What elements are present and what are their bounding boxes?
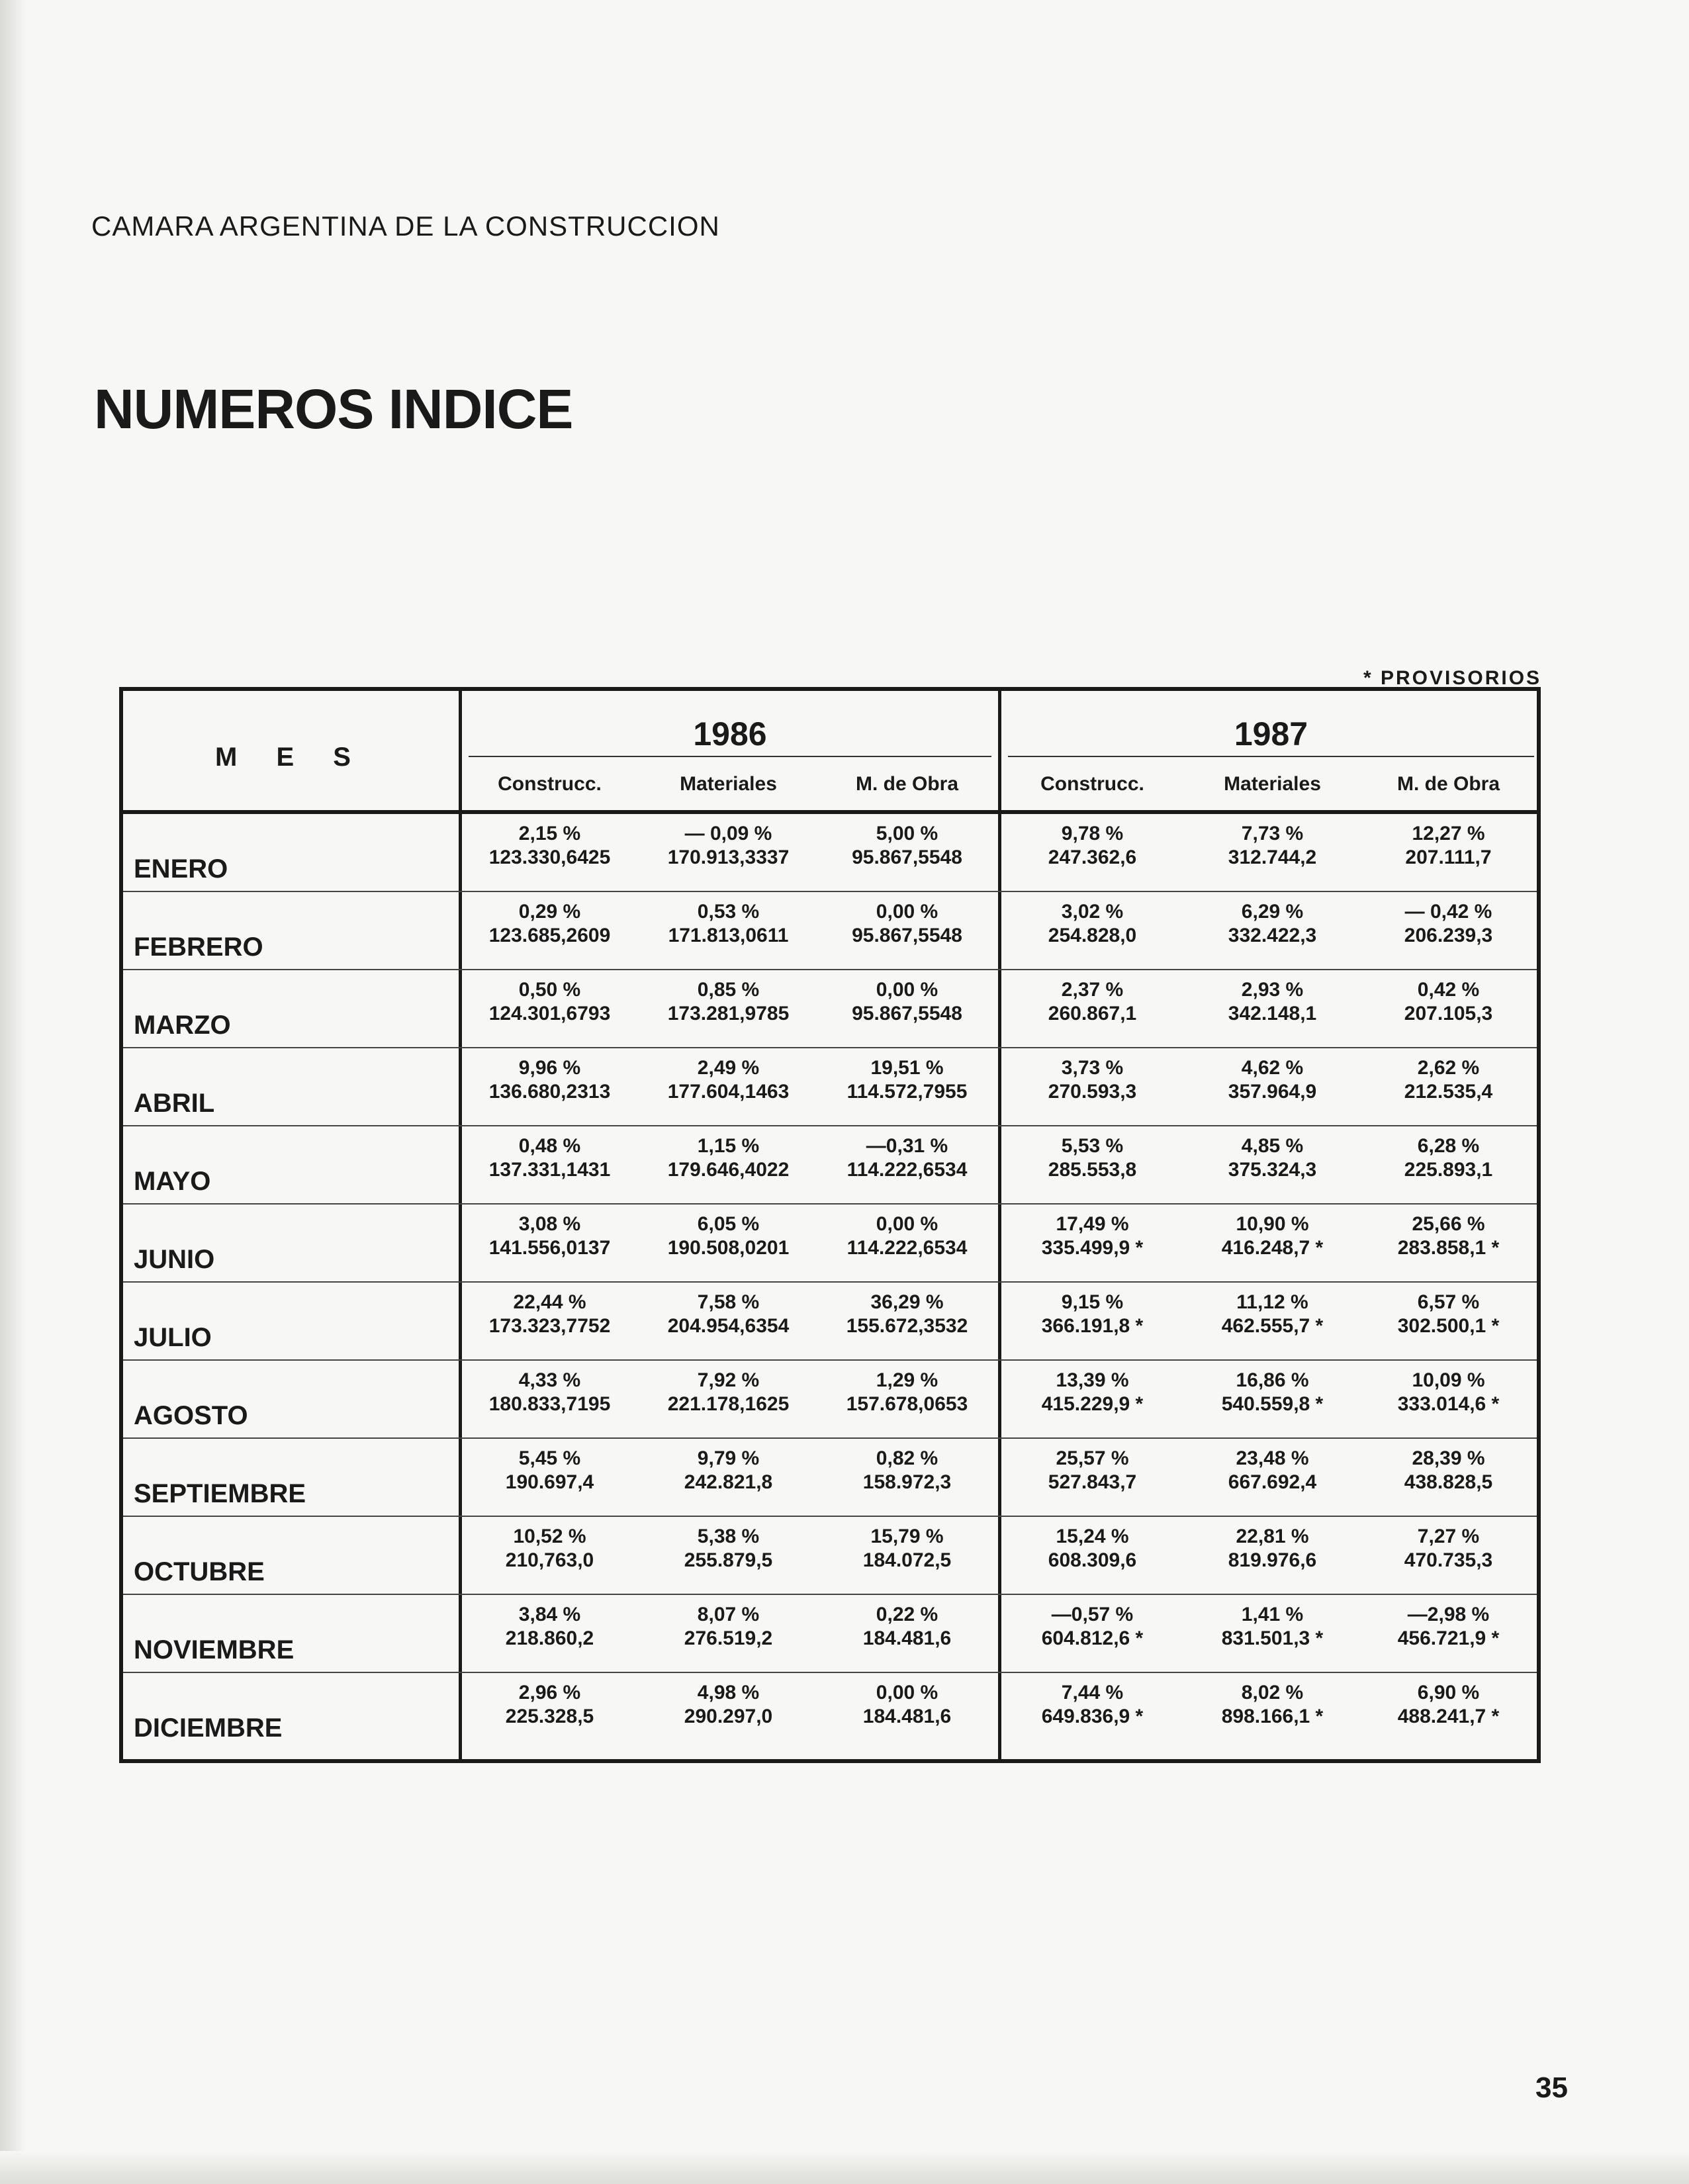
table-cell [1005,1525,1180,1572]
page-bottom-edge-shadow [0,2151,1689,2184]
index-value: 114.222,6534 [846,1159,968,1181]
table-cell [1005,1212,1180,1260]
table-cell [1361,1447,1536,1494]
table-cell [462,1212,637,1260]
table-cell [462,1603,637,1651]
table-cell [641,1134,816,1182]
index-value: 123.685,2609 [488,925,611,946]
percent-change: 15,79 % [870,1525,944,1547]
year-header-1987: 1987 [1234,715,1308,752]
percent-change: — 0,09 % [684,823,772,844]
table-cell [641,1291,816,1338]
percent-change: 6,28 % [1417,1135,1480,1157]
index-value: 179.646,4022 [667,1159,790,1181]
table-cell [1005,822,1180,870]
percent-change: 25,66 % [1412,1213,1485,1235]
percent-change: 16,86 % [1236,1369,1309,1391]
percent-change: 9,78 % [1061,823,1124,844]
percent-change: 7,58 % [697,1291,760,1313]
index-value: 276.519,2 [684,1627,773,1649]
month-label: SEPTIEMBRE [134,1479,306,1508]
percent-change: 2,37 % [1061,979,1124,1001]
index-value: 95.867,5548 [852,846,962,868]
table-cell [1005,978,1180,1026]
table-cell [819,1603,995,1651]
percent-change: 0,00 % [876,979,938,1001]
percent-change: 17,49 % [1056,1213,1129,1235]
index-value: 218.860,2 [505,1627,594,1649]
index-value: 312.744,2 [1228,846,1317,868]
table-cell [819,1056,995,1104]
table-cell [462,1369,637,1416]
index-value: 190.508,0201 [667,1237,790,1259]
percent-change: 23,48 % [1236,1447,1309,1469]
index-value: 831.501,3 * [1221,1627,1324,1649]
index-value: 333.014,6 * [1397,1393,1500,1415]
month-label: ABRIL [134,1089,215,1118]
index-value: 210,763,0 [505,1549,594,1571]
percent-change: —2,98 % [1407,1604,1490,1625]
index-value: 207.105,3 [1404,1003,1493,1024]
percent-change: 15,24 % [1056,1525,1129,1547]
table-cell [1361,1056,1536,1104]
table-cell [1361,1525,1536,1572]
index-value: 254.828,0 [1048,925,1137,946]
month-label: AGOSTO [134,1401,248,1430]
percent-change: 0,82 % [876,1447,938,1469]
index-value: 415.229,9 * [1041,1393,1144,1415]
index-value: 438.828,5 [1404,1471,1493,1493]
percent-change: 0,22 % [876,1604,938,1625]
index-value: 114.222,6534 [846,1237,968,1259]
percent-change: 7,92 % [697,1369,760,1391]
column-header-materiales-1987: Materiales [1224,773,1321,795]
month-column-header: M E S [215,743,367,772]
table-cell [1361,1134,1536,1182]
index-value: 255.879,5 [684,1549,773,1571]
index-value: 180.833,7195 [488,1393,611,1415]
index-value: 184.481,6 [862,1706,952,1727]
table-cell [462,978,637,1026]
page-number: 35 [1535,2071,1568,2104]
page-title: NUMEROS INDICE [94,378,573,440]
table-cell [641,1681,816,1729]
year-underline [469,756,991,757]
table-cell [1361,1681,1536,1729]
table-cell [1361,978,1536,1026]
table-cell [1005,1603,1180,1651]
percent-change: 5,45 % [518,1447,581,1469]
percent-change: 4,85 % [1241,1135,1304,1157]
index-value: 242.821,8 [684,1471,773,1493]
index-value: 225.893,1 [1404,1159,1493,1181]
table-cell [641,822,816,870]
index-value: 225.328,5 [505,1706,594,1727]
percent-change: 10,52 % [513,1525,586,1547]
table-cell [1005,1369,1180,1416]
index-value: 302.500,1 * [1397,1315,1500,1337]
table-cell [641,1056,816,1104]
percent-change: 10,09 % [1412,1369,1485,1391]
index-value: 488.241,7 * [1397,1706,1500,1727]
table-cell [819,822,995,870]
column-header-mano-obra-1986: M. de Obra [855,773,959,795]
table-row [123,1205,1537,1283]
percent-change: 25,57 % [1056,1447,1129,1469]
percent-change: 8,02 % [1241,1682,1304,1704]
index-value: 819.976,6 [1228,1549,1317,1571]
percent-change: 0,53 % [697,901,760,923]
index-value: 604.812,6 * [1041,1627,1144,1649]
month-label: OCTUBRE [134,1557,265,1586]
percent-change: 8,07 % [697,1604,760,1625]
table-cell [462,1056,637,1104]
index-value: 124.301,6793 [488,1003,611,1024]
index-value: 456.721,9 * [1397,1627,1500,1649]
index-value: 207.111,7 [1405,846,1492,868]
index-value: 667.692,4 [1228,1471,1317,1493]
table-cell [1005,900,1180,948]
year-underline [1008,756,1534,757]
index-value: 206.239,3 [1404,925,1493,946]
index-value: 155.672,3532 [846,1315,968,1337]
table-cell [819,1134,995,1182]
table-cell [462,1525,637,1572]
percent-change: 5,00 % [876,823,938,844]
percent-change: 3,02 % [1061,901,1124,923]
index-value: 290.297,0 [684,1706,773,1727]
table-cell [1185,1134,1360,1182]
index-value: 173.281,9785 [667,1003,790,1024]
percent-change: 13,39 % [1056,1369,1129,1391]
percent-change: 0,00 % [876,1213,938,1235]
table-cell [1005,1291,1180,1338]
percent-change: 6,90 % [1417,1682,1480,1704]
month-label: MARZO [134,1011,231,1040]
table-cell [462,1681,637,1729]
month-label: JULIO [134,1323,212,1352]
index-value: 898.166,1 * [1221,1706,1324,1727]
table-cell [1005,1447,1180,1494]
percent-change: 12,27 % [1412,823,1485,844]
index-value: 137.331,1431 [488,1159,611,1181]
table-cell [641,900,816,948]
index-value: 357.964,9 [1228,1081,1317,1103]
percent-change: 36,29 % [870,1291,944,1313]
table-cell [819,1291,995,1338]
index-value: 527.843,7 [1048,1471,1137,1493]
percent-change: 1,15 % [697,1135,760,1157]
table-cell [1185,1525,1360,1572]
column-header-construcc-1986: Construcc. [498,773,602,795]
table-cell [462,900,637,948]
percent-change: 0,00 % [876,901,938,923]
table-row [123,814,1537,892]
percent-change: 9,79 % [697,1447,760,1469]
organization-name: CAMARA ARGENTINA DE LA CONSTRUCCION [91,210,720,242]
percent-change: 2,93 % [1241,979,1304,1001]
index-value: 170.913,3337 [667,846,790,868]
percent-change: —0,57 % [1051,1604,1134,1625]
percent-change: — 0,42 % [1404,901,1492,923]
table-cell [1361,1291,1536,1338]
table-cell [641,978,816,1026]
table-cell [819,900,995,948]
table-cell [1185,1603,1360,1651]
table-cell [1185,822,1360,870]
percent-change: 1,29 % [876,1369,938,1391]
percent-change: 22,44 % [513,1291,586,1313]
percent-change: 0,29 % [518,901,581,923]
index-value: 173.323,7752 [488,1315,611,1337]
percent-change: 0,48 % [518,1135,581,1157]
table-cell [1185,1681,1360,1729]
column-header-construcc-1987: Construcc. [1040,773,1144,795]
percent-change: 0,00 % [876,1682,938,1704]
index-value: 136.680,2313 [488,1081,611,1103]
index-value: 171.813,0611 [668,925,789,946]
month-label: MAYO [134,1167,211,1196]
index-value: 114.572,7955 [846,1081,968,1103]
percent-change: 6,57 % [1417,1291,1480,1313]
table-cell [1185,1212,1360,1260]
percent-change: 0,42 % [1417,979,1480,1001]
index-value: 332.422,3 [1228,925,1317,946]
table-row [123,970,1537,1048]
percent-change: 5,53 % [1061,1135,1124,1157]
index-value: 260.867,1 [1048,1003,1137,1024]
table-row [123,1283,1537,1361]
percent-change: 11,12 % [1236,1291,1308,1313]
table-cell [462,1447,637,1494]
percent-change: 2,49 % [697,1057,760,1079]
percent-change: 9,96 % [518,1057,581,1079]
percent-change: 19,51 % [870,1057,944,1079]
table-row [123,1517,1537,1595]
percent-change: 28,39 % [1412,1447,1485,1469]
table-cell [819,1447,995,1494]
table-cell [641,1447,816,1494]
table-cell [462,1291,637,1338]
percent-change: —0,31 % [866,1135,948,1157]
index-value: 190.697,4 [505,1471,594,1493]
table-cell [1005,1134,1180,1182]
index-value: 285.553,8 [1048,1159,1137,1181]
table-cell [1361,900,1536,948]
table-cell [1361,1212,1536,1260]
table-cell [462,1134,637,1182]
percent-change: 2,96 % [518,1682,581,1704]
index-value: 95.867,5548 [852,925,962,946]
percent-change: 4,33 % [518,1369,581,1391]
percent-change: 2,62 % [1417,1057,1480,1079]
table-cell [1185,1447,1360,1494]
column-header-materiales-1986: Materiales [680,773,777,795]
table-cell [641,1369,816,1416]
percent-change: 1,41 % [1241,1604,1304,1625]
table-row [123,1361,1537,1439]
table-row [123,1126,1537,1205]
table-cell [641,1212,816,1260]
table-cell [641,1525,816,1572]
table-row [123,892,1537,970]
index-value: 342.148,1 [1228,1003,1317,1024]
table-cell [1361,1369,1536,1416]
index-value: 221.178,1625 [667,1393,790,1415]
percent-change: 5,38 % [697,1525,760,1547]
year-header-1986: 1986 [693,715,767,752]
percent-change: 0,50 % [518,979,581,1001]
percent-change: 3,84 % [518,1604,581,1625]
percent-change: 7,27 % [1417,1525,1480,1547]
percent-change: 0,85 % [697,979,760,1001]
index-value: 123.330,6425 [488,846,611,868]
index-value: 177.604,1463 [667,1081,790,1103]
month-label: ENERO [134,854,228,884]
month-label: NOVIEMBRE [134,1635,295,1664]
index-value: 247.362,6 [1048,846,1137,868]
index-value: 212.535,4 [1404,1081,1493,1103]
index-value: 95.867,5548 [852,1003,962,1024]
percent-change: 9,15 % [1061,1291,1124,1313]
index-value: 270.593,3 [1048,1081,1137,1103]
table-cell [819,1525,995,1572]
index-table [119,687,1541,1763]
index-value: 184.481,6 [862,1627,952,1649]
percent-change: 2,15 % [518,823,581,844]
table-cell [1185,900,1360,948]
index-value: 649.836,9 * [1041,1706,1144,1727]
month-label: JUNIO [134,1245,215,1274]
index-value: 470.735,3 [1404,1549,1493,1571]
index-value: 375.324,3 [1228,1159,1317,1181]
percent-change: 6,05 % [697,1213,760,1235]
index-value: 141.556,0137 [488,1237,611,1259]
table-cell [819,1369,995,1416]
table-cell [819,1212,995,1260]
percent-change: 3,08 % [518,1213,581,1235]
table-cell [1005,1056,1180,1104]
table-row [123,1048,1537,1126]
page-left-edge-shadow [0,0,26,2184]
index-value: 416.248,7 * [1221,1237,1324,1259]
table-cell [1185,1056,1360,1104]
table-cell [641,1603,816,1651]
table-cell [1185,978,1360,1026]
percent-change: 6,29 % [1241,901,1304,923]
index-value: 204.954,6354 [667,1315,790,1337]
percent-change: 7,44 % [1061,1682,1124,1704]
percent-change: 4,62 % [1241,1057,1304,1079]
percent-change: 4,98 % [697,1682,760,1704]
index-value: 462.555,7 * [1221,1315,1324,1337]
table-cell [462,822,637,870]
table-cell [1361,1603,1536,1651]
index-value: 283.858,1 * [1397,1237,1500,1259]
provisional-note: * PROVISORIOS [1363,667,1542,689]
table-cell [1361,822,1536,870]
column-header-mano-obra-1987: M. de Obra [1396,773,1500,795]
percent-change: 7,73 % [1241,823,1304,844]
table-cell [1005,1681,1180,1729]
month-label: FEBRERO [134,933,263,962]
index-value: 540.559,8 * [1221,1393,1324,1415]
index-value: 184.072,5 [862,1549,952,1571]
table-row [123,1673,1537,1751]
table-cell [1185,1369,1360,1416]
index-value: 158.972,3 [862,1471,952,1493]
table-row [123,1439,1537,1517]
index-value: 366.191,8 * [1041,1315,1144,1337]
table-cell [819,978,995,1026]
table-cell [819,1681,995,1729]
index-value: 335.499,9 * [1041,1237,1144,1259]
index-value: 608.309,6 [1048,1549,1137,1571]
percent-change: 10,90 % [1236,1213,1309,1235]
table-row [123,1595,1537,1673]
index-value: 157.678,0653 [846,1393,968,1415]
table-cell [1185,1291,1360,1338]
month-label: DICIEMBRE [134,1713,283,1743]
percent-change: 22,81 % [1236,1525,1309,1547]
percent-change: 3,73 % [1061,1057,1124,1079]
